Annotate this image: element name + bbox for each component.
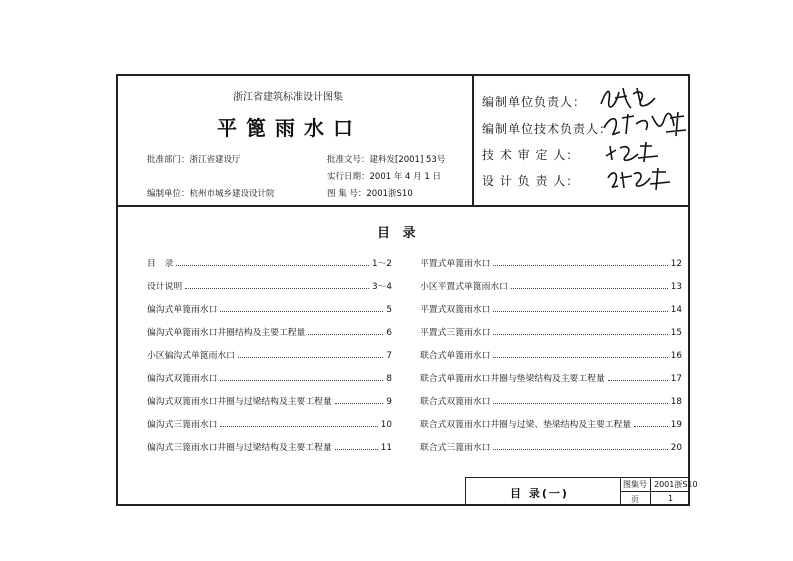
toc-left-4: 偏沟式单篦雨水口井圈结构及主要工程量 6	[147, 328, 392, 338]
signature-1	[597, 84, 659, 112]
toc-right-9: 联合式三篦雨水口 20	[420, 443, 682, 453]
toc-right-5: 联合式单篦雨水口 16	[420, 351, 682, 361]
signature-2	[600, 110, 690, 140]
toc-left-9: 偏沟式三篦雨水口井圈与过梁结构及主要工程量 11	[147, 443, 392, 453]
toc-title: 目 录	[377, 226, 420, 241]
toc-right-2: 小区平置式单篦雨水口 13	[420, 282, 682, 292]
responsible-role-1: 编制单位负责人：	[482, 95, 587, 109]
series-title: 浙江省建筑标准设计图集	[233, 92, 343, 103]
atlas-number: 图 集 号：2001浙S10	[327, 189, 413, 199]
title-block-mid	[620, 491, 690, 492]
header-vertical-divider	[472, 74, 474, 206]
responsible-role-4: 设 计 负 责 人：	[482, 174, 580, 188]
toc-right-6: 联合式单篦雨水口井圈与垫梁结构及主要工程量 17	[420, 374, 682, 384]
toc-left-7: 偏沟式双篦雨水口井圈与过梁结构及主要工程量 9	[147, 397, 392, 407]
atlas-label: 图集号	[623, 480, 647, 489]
signature-4	[604, 166, 674, 192]
sheet-name: 目 录(一)	[510, 487, 569, 500]
responsible-role-2: 编制单位技术负责人：	[482, 122, 613, 136]
approval-doc: 批准文号：建科发[2001] 53号	[327, 155, 446, 165]
page-value: 1	[668, 494, 674, 503]
page-label: 页	[631, 495, 639, 504]
compiler: 编制单位：杭州市城乡建设设计院	[147, 189, 275, 199]
toc-right-7: 联合式双篦雨水口 18	[420, 397, 682, 407]
atlas-value: 2001浙S10	[654, 480, 698, 489]
main-title: 平篦雨水口	[217, 116, 362, 140]
title-block-top	[465, 477, 690, 478]
toc-left-3: 偏沟式单篦雨水口 5	[147, 305, 392, 315]
toc-right-8: 联合式双篦雨水口井圈与过梁、垫梁结构及主要工程量 19	[420, 420, 682, 430]
toc-right-4: 平置式三篦雨水口 15	[420, 328, 682, 338]
toc-left-6: 偏沟式双篦雨水口 8	[147, 374, 392, 384]
title-block-left	[465, 477, 466, 506]
signature-3	[602, 140, 662, 166]
effective-date: 实行日期：2001 年 4 月 1 日	[327, 172, 441, 182]
toc-right-3: 平置式双篦雨水口 14	[420, 305, 682, 315]
toc-right-1: 平置式单篦雨水口 12	[420, 259, 682, 269]
toc-left-8: 偏沟式三篦雨水口 10	[147, 420, 392, 430]
approval-dept: 批准部门：浙江省建设厅	[147, 155, 241, 165]
toc-left-5: 小区偏沟式单篦雨水口 7	[147, 351, 392, 361]
toc-left-2: 设计说明 3～4	[147, 282, 392, 292]
responsible-role-3: 技 术 审 定 人：	[482, 148, 580, 162]
header-divider	[116, 205, 690, 207]
toc-left-1: 目 录 1～2	[147, 259, 392, 269]
